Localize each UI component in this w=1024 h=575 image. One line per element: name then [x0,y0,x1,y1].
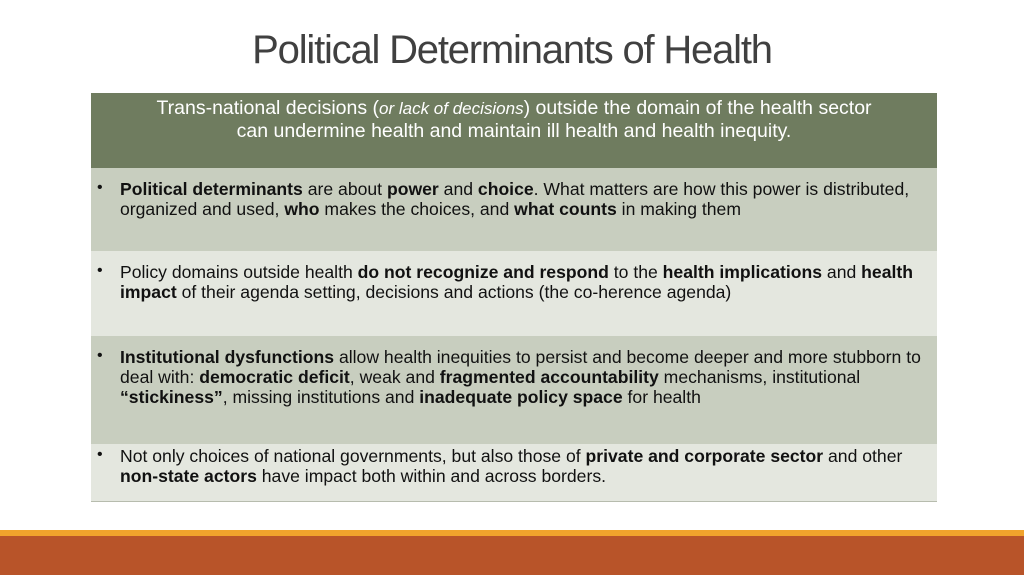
text-phrase: are about [302,179,387,199]
text-phrase: Policy domains outside health [120,262,358,282]
text-phrase: makes the choices, and [319,199,515,219]
bold-phrase: who [284,199,320,219]
header-text-line2: can undermine health and maintain ill health and health inequity. [236,120,792,142]
text-phrase: for health [622,387,701,407]
text-phrase: allow health inequities to persist and become deeper and more stubborn to deal with: [120,347,921,387]
text-phrase: of their agenda setting, decisions and actions (the co-herence agenda) [176,282,732,302]
footer-bar [0,536,1024,575]
text-phrase: and other [823,446,903,466]
bold-phrase: democratic deficit [199,367,350,387]
text-phrase: have impact both within and across borders. [256,466,607,486]
bold-phrase: health implications [662,262,823,282]
text-phrase: , missing institutions and [222,387,420,407]
row-text [120,179,909,219]
bold-phrase: “stickiness” [120,387,223,407]
text-phrase: in making them [616,199,741,219]
row-text [120,347,921,407]
bold-phrase: private and corporate sector [585,446,824,466]
content-table [91,93,937,502]
bold-phrase: non-state actors [120,466,257,486]
text-phrase: mechanisms, institutional [658,367,861,387]
bold-phrase: inadequate policy space [419,387,623,407]
bold-phrase: fragmented accountability [439,367,659,387]
table-row [91,444,937,502]
bullet-icon: • [97,179,103,196]
bullet-icon: • [97,347,103,364]
table-header [91,93,937,168]
bold-phrase: Political determinants [120,179,303,199]
header-text-post: ) outside the domain of the health sector [523,97,872,119]
slide-title: Political Determinants of Health [252,28,772,72]
header-text-italic: or lack of decisions [379,99,524,118]
bold-phrase: power [386,179,439,199]
table-row [91,336,937,444]
table-row [91,168,937,251]
table-row [91,251,937,336]
bold-phrase: do not recognize and respond [357,262,609,282]
bold-phrase: what counts [514,199,617,219]
text-phrase: and [438,179,478,199]
bullet-icon: • [97,446,103,463]
row-text [120,262,913,302]
text-phrase: to the [608,262,663,282]
bold-phrase: Institutional dysfunctions [120,347,335,367]
text-phrase: Not only choices of national governments, but also those of [120,446,586,466]
header-text-pre: Trans-national decisions ( [156,97,379,119]
text-phrase: and [822,262,862,282]
bold-phrase: choice [477,179,534,199]
text-phrase: , weak and [349,367,440,387]
row-text [120,446,902,486]
bold-phrase: health impact [120,262,913,302]
bullet-icon: • [97,262,103,279]
text-phrase: . What matters are how this power is distributed, organized and used, [120,179,910,219]
